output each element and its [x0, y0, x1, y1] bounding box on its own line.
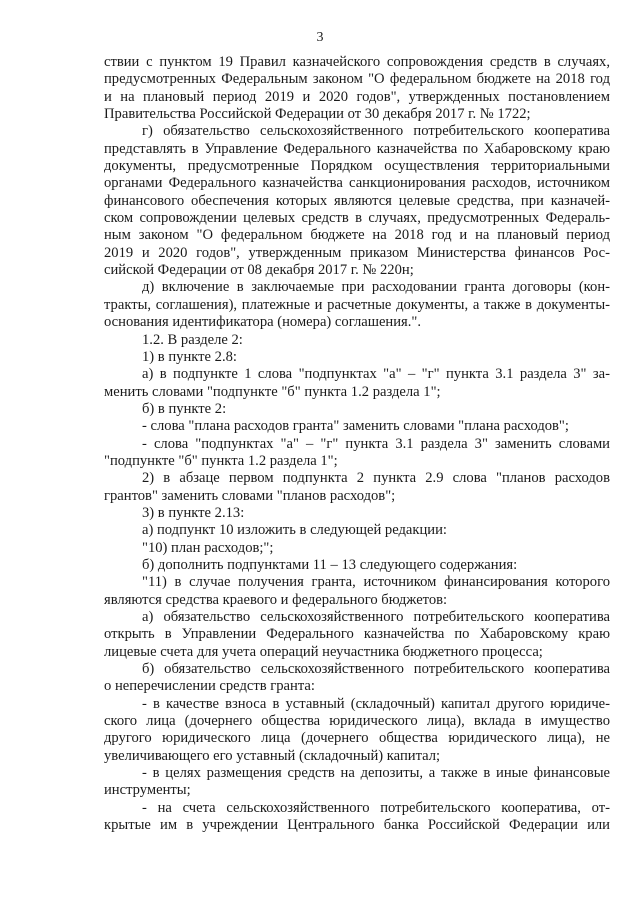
text-line: документы, предусмотренные Порядком осуществления территориальными [104, 158, 610, 175]
text-line: д) включение в заключаемые при расходовании гранта договоры (кон- [142, 279, 610, 296]
document-body [104, 54, 610, 834]
text-line: финансового обеспечения которых являются целевые средства, при казначей- [104, 192, 610, 209]
text-line: являются средства краевого и федерального бюджетов: [104, 591, 448, 608]
text-line: - на счета сельскохозяйственного потребительского кооператива, от- [142, 799, 610, 816]
text-line: - в целях размещения средств на депозиты, а также в иные финансовые [142, 765, 610, 782]
text-line: а) подпункт 10 изложить в следующей редакции: [142, 522, 447, 539]
text-line: грантов" заменить словами "планов расходов"; [104, 487, 396, 504]
text-line: 2) в абзаце первом подпункта 2 пункта 2.9 слова "планов расходов [142, 470, 610, 487]
text-line: 3) в пункте 2.13: [142, 504, 245, 521]
text-line: Правительства Российской Федерации от 30 декабря 2017 г. № 1722; [104, 106, 531, 123]
text-line: "10) план расходов;"; [142, 539, 274, 556]
text-line: основания идентификатора (номера) соглашения.". [104, 314, 422, 331]
text-line: и на плановый период 2019 и 2020 годов", утвержденных постановлением [104, 88, 610, 105]
text-line: другого юридического лица (дочернего общества юридического лица), не [104, 730, 610, 747]
text-line: ского лица (дочернего общества юридического лица), вклада в имущество [104, 713, 610, 730]
text-line: - в качестве взноса в уставный (складочный) капитал другого юридиче- [142, 695, 610, 712]
text-line: - слова "подпунктах "а" – "г" пункта 3.1 раздела 3" заменить словами [142, 435, 610, 452]
text-line: инструменты; [104, 782, 191, 799]
text-line: предусмотренных Федеральным законом "О федеральном бюджете на 2018 год [104, 71, 610, 88]
text-line: представлять в Управление Федерального казначейства по Хабаровскому краю [104, 140, 610, 157]
text-line: ствии с пунктом 19 Правил казначейского сопровождения средств в случаях, [104, 54, 610, 70]
text-line: - слова "плана расходов гранта" заменить словами "плана расходов"; [142, 418, 569, 435]
text-line: тракты, соглашения), платежные и расчетные документы, а также в документы- [104, 296, 610, 313]
page-number: 3 [316, 30, 324, 45]
text-line: сийской Федерации от 08 декабря 2017 г. № 220н; [104, 262, 414, 279]
text-line: 2019 и 2020 годов", утвержденным приказом Министерства финансов Рос- [104, 244, 610, 261]
text-line: "11) в случае получения гранта, источником финансирования которого [142, 574, 610, 591]
text-line: открыть в Управлении Федерального казначейства по Хабаровскому краю [104, 626, 610, 643]
text-line: 1.2. В разделе 2: [142, 331, 243, 348]
text-line: 1) в пункте 2.8: [142, 348, 237, 365]
text-line: г) обязательство сельскохозяйственного потребительского кооператива [142, 123, 610, 140]
text-line: о неперечислении средств гранта: [104, 678, 315, 695]
text-line: ском сопровождении целевых средств в случаях, предусмотренных Федераль- [104, 210, 610, 227]
text-line: лицевые счета для учета операций неучастника бюджетного процесса; [104, 643, 543, 660]
text-line: "подпункте "б" пункта 1.2 раздела 1"; [104, 452, 338, 469]
text-line: б) дополнить подпунктами 11 – 13 следующего содержания: [142, 556, 518, 573]
text-line: крытые им в учреждении Центрального банка Российской Федерации или [104, 817, 610, 834]
text-line: б) обязательство сельскохозяйственного потребительского кооператива [142, 661, 610, 678]
text-line: а) обязательство сельскохозяйственного потребительского кооператива [142, 609, 610, 625]
text-line: менить словами "подпункте "б" пункта 1.2 раздела 1"; [104, 383, 441, 400]
text-line: органами Федерального казначейства санкционирования расходов, источником [104, 175, 610, 192]
text-line: ным законом "О федеральном бюджете на 2018 год и на плановый период [104, 227, 610, 244]
text-line: б) в пункте 2: [142, 400, 227, 417]
text-line: увеличивающего его уставный (складочный) капитал; [104, 747, 441, 764]
text-line: а) в подпункте 1 слова "подпунктах "а" – "г" пункта 3.1 раздела 3" за- [142, 366, 610, 383]
